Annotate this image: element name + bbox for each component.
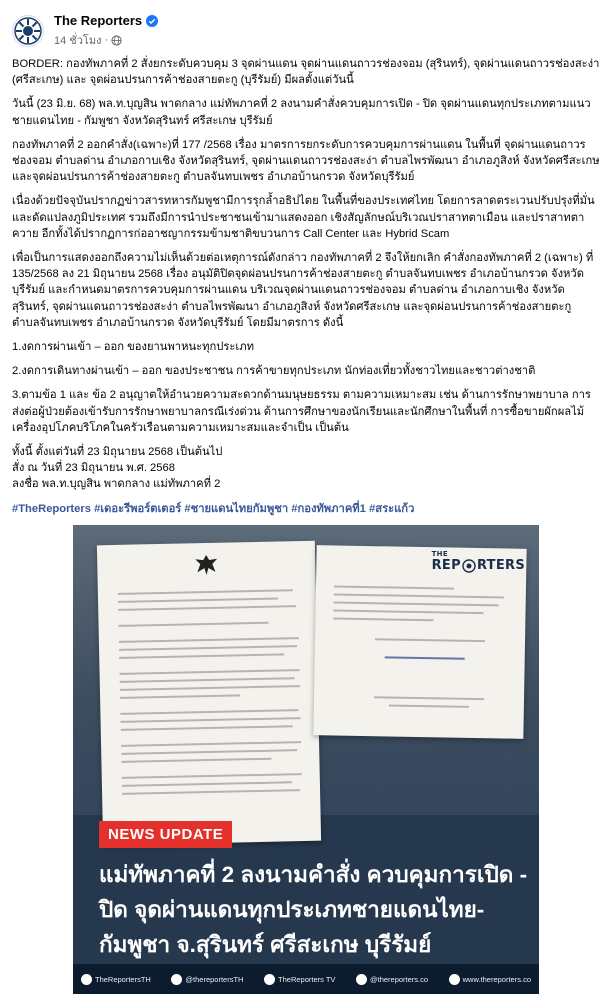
verified-badge-icon bbox=[146, 15, 158, 27]
footer-text: www.thereporters.co bbox=[462, 974, 531, 984]
footer-youtube bbox=[264, 974, 335, 985]
post-text bbox=[12, 56, 600, 517]
image-headline: แม่ทัพภาคที่ 2 ลงนามคำสั่ง ควบคุมการเปิด - ปิด จุดผ่านแดนทุกประเภทชายแดนไทย-กัมพูชา จ.สุรินทร์ ศรีสะเกษ บุรีรัมย์ bbox=[99, 862, 528, 957]
post-paragraph: วันนี้ (23 มิ.ย. 68) พล.ท.บุญสิน พาดกลาง แม่ทัพภาคที่ 2 ลงนามคำสั่งควบคุมการเปิด - ปิด จุดผ่านแดนทุกประเภทตามแนวชายแดนไทย - กัมพูชา จังหวัดสุรินทร์ ศรีสะเกษ บุรีรัมย์ bbox=[12, 98, 591, 127]
post-paragraph: เนื่องด้วยปัจจุบันปรากฏข่าวสารทหารกัมพูชามีการรุกล้ำอธิปไตย ในพื้นที่ของประเทศไทย โดยการลาดตระเวนปรับปรุงที่มั่น และดัดแปลงภูมิประเทศ รวมถึงมีการนำประชาชนเข้ามาแสดงออก เชิงสัญลักษณ์บริเวณปราสาทตาเมือน และปราสาทตาควาย อีกทั้งได้ปรากฏการก่ออาชญากรรมข้ามชาติขบวนการ Call Center และ Hybrid Scam bbox=[12, 195, 595, 240]
website-globe-icon bbox=[449, 974, 460, 985]
footer-facebook bbox=[81, 974, 151, 985]
post-header bbox=[12, 10, 602, 52]
post-paragraph: เพื่อเป็นการแสดงออกถึงความไม่เห็นด้วยต่อเหตุการณ์ดังกล่าว กองทัพภาคที่ 2 จึงให้ยกเลิก คำสั่งกองทัพภาคที่ 2 (เฉพาะ) ที่ 135/2568 ลง 21 มิถุนายน 2568 เรื่อง อนุมัติปิดจุดผ่อนปรนการค้าช่องสายตะกู ตำบลจันทบเพชร อำเภอบ้านกรวด จังหวัดบุรีรัมย์ และกำหนดมาตรการควบคุมการผ่านแดน บริเวณจุดผ่านแดนถาวรช่องจอม ตำบลด่าน อำเภอกาบเชิง จังหวัดสุรินทร์, จุดผ่านแดนถาวรช่องสะง่า ตำบลไพรพัฒนา อำเภอภูสิงห์ จังหวัดศรีสะเกษ และจุดผ่อนปรนการค้าช่องสายตะกู ตำบลจันทบเพชร อำเภอบ้านกรวด จังหวัดบุรีรัมย์ โดยมีมาตรการ ดังนี้ bbox=[12, 252, 594, 329]
post-measure-1: 1.งดการผ่านเข้า – ออก ของยานพาหนะทุกประเภท bbox=[12, 341, 254, 354]
footer-text: TheReporters TV bbox=[278, 974, 336, 984]
document-page-left bbox=[97, 541, 321, 845]
footer-website bbox=[449, 974, 531, 985]
footer-text: @thereporters.co bbox=[370, 974, 429, 984]
footer-threads bbox=[356, 974, 428, 985]
post-paragraph: BORDER: กองทัพภาคที่ 2 สั่งยกระดับควบคุม 3 จุดผ่านแดน จุดผ่านแดนถาวรช่องจอม (สุรินทร์), จุดผ่านแดนถาวรช่องสะง่า (ศรีสะเกษ) และ จุดผ่อนปรนการค้าช่องสายตะกู (บุรีรัมย์) มีผลตั้งแต่วันนี้ bbox=[12, 58, 600, 87]
youtube-icon bbox=[264, 974, 275, 985]
threads-icon bbox=[356, 974, 367, 985]
brand-the: THE bbox=[431, 550, 448, 558]
brand-logo bbox=[432, 551, 525, 573]
post-image[interactable] bbox=[73, 525, 539, 994]
facebook-icon bbox=[81, 974, 92, 985]
post-paragraph: กองทัพภาคที่ 2 ออกคำสั่ง(เฉพาะ)ที่ 177 /2568 เรื่อง มาตรการยกระดับการควบคุมการผ่านแดน ในพื้นที่ จุดผ่านแดนถาวรช่องจอม ตำบลด่าน อำเภอกาบเชิง จังหวัดสุรินทร์, จุดผ่านแดนถาวรช่องสะง่า ตำบลไพรพัฒนา อำเภอภูสิงห์ จังหวัดศรีสะเกษ และจุดผ่อนปรนการค้าช่องสายตะกู ตำบลจันทบเพชร อำเภอบ้านกรวด จังหวัดบุรีรัมย์ bbox=[12, 138, 600, 184]
image-footer bbox=[73, 964, 539, 994]
closing-line: ลงชื่อ พล.ท.บุญสิน พาดกลาง แม่ทัพภาคที่ 2 bbox=[12, 478, 221, 491]
document-photo bbox=[73, 525, 539, 815]
post-measure-3: 3.ตามข้อ 1 และ ข้อ 2 อนุญาตให้อำนวยความสะดวกด้านมนุษยธรรม ตามความเหมาะสม เช่น ด้านการรักษาพยาบาล การส่งต่อผู้ป่วยต้องเข้ารับการรักษาพยาบาลกรณีเร่งด่วน ด้านการศึกษาของนักเรียนและนักศึกษาในพื้นที่ การซื้อขายผักผลไม้ เครื่องอุปโภคบริโภคในครัวเรือนตามความเหมาะสมและจำเป็น เป็นต้น bbox=[12, 389, 591, 434]
post-timestamp[interactable]: 14 ชั่วโมง bbox=[54, 35, 102, 47]
post-hashtags[interactable]: #TheReporters #เดอะรีพอร์ตเตอร์ #ชายแดนไทยกัมพูชา #กองทัพภาคที่1 #สระแก้ว bbox=[12, 502, 415, 515]
brand-sun-icon bbox=[462, 559, 476, 573]
globe-icon bbox=[111, 35, 122, 46]
document-page-right bbox=[313, 545, 526, 739]
footer-instagram bbox=[171, 974, 243, 985]
garuda-emblem-icon bbox=[193, 553, 219, 578]
instagram-icon bbox=[171, 974, 182, 985]
meta-separator: · bbox=[104, 34, 109, 46]
footer-text: TheReportersTH bbox=[95, 974, 151, 984]
closing-line: ทั้งนี้ ตั้งแต่วันที่ 23 มิถุนายน 2568 เป็นต้นไป bbox=[12, 446, 223, 459]
footer-text: @thereportersTH bbox=[185, 974, 244, 984]
closing-line: สั่ง ณ วันที่ 23 มิถุนายน พ.ศ. 2568 bbox=[12, 462, 175, 475]
reporters-logo-icon bbox=[13, 16, 43, 46]
post-closing bbox=[12, 444, 600, 493]
post-measure-2: 2.งดการเดินทางผ่านเข้า – ออก ของประชาชน การค้าขายทุกประเภท นักท่องเที่ยวทั้งชาวไทยและชาวต่างชาติ bbox=[12, 365, 536, 378]
page-avatar[interactable] bbox=[12, 15, 44, 47]
brand-name-post: RTERS bbox=[476, 558, 525, 573]
page-name[interactable]: The Reporters bbox=[54, 13, 143, 28]
news-update-badge: NEWS UPDATE bbox=[99, 821, 232, 848]
brand-name-pre: REP bbox=[431, 558, 461, 573]
